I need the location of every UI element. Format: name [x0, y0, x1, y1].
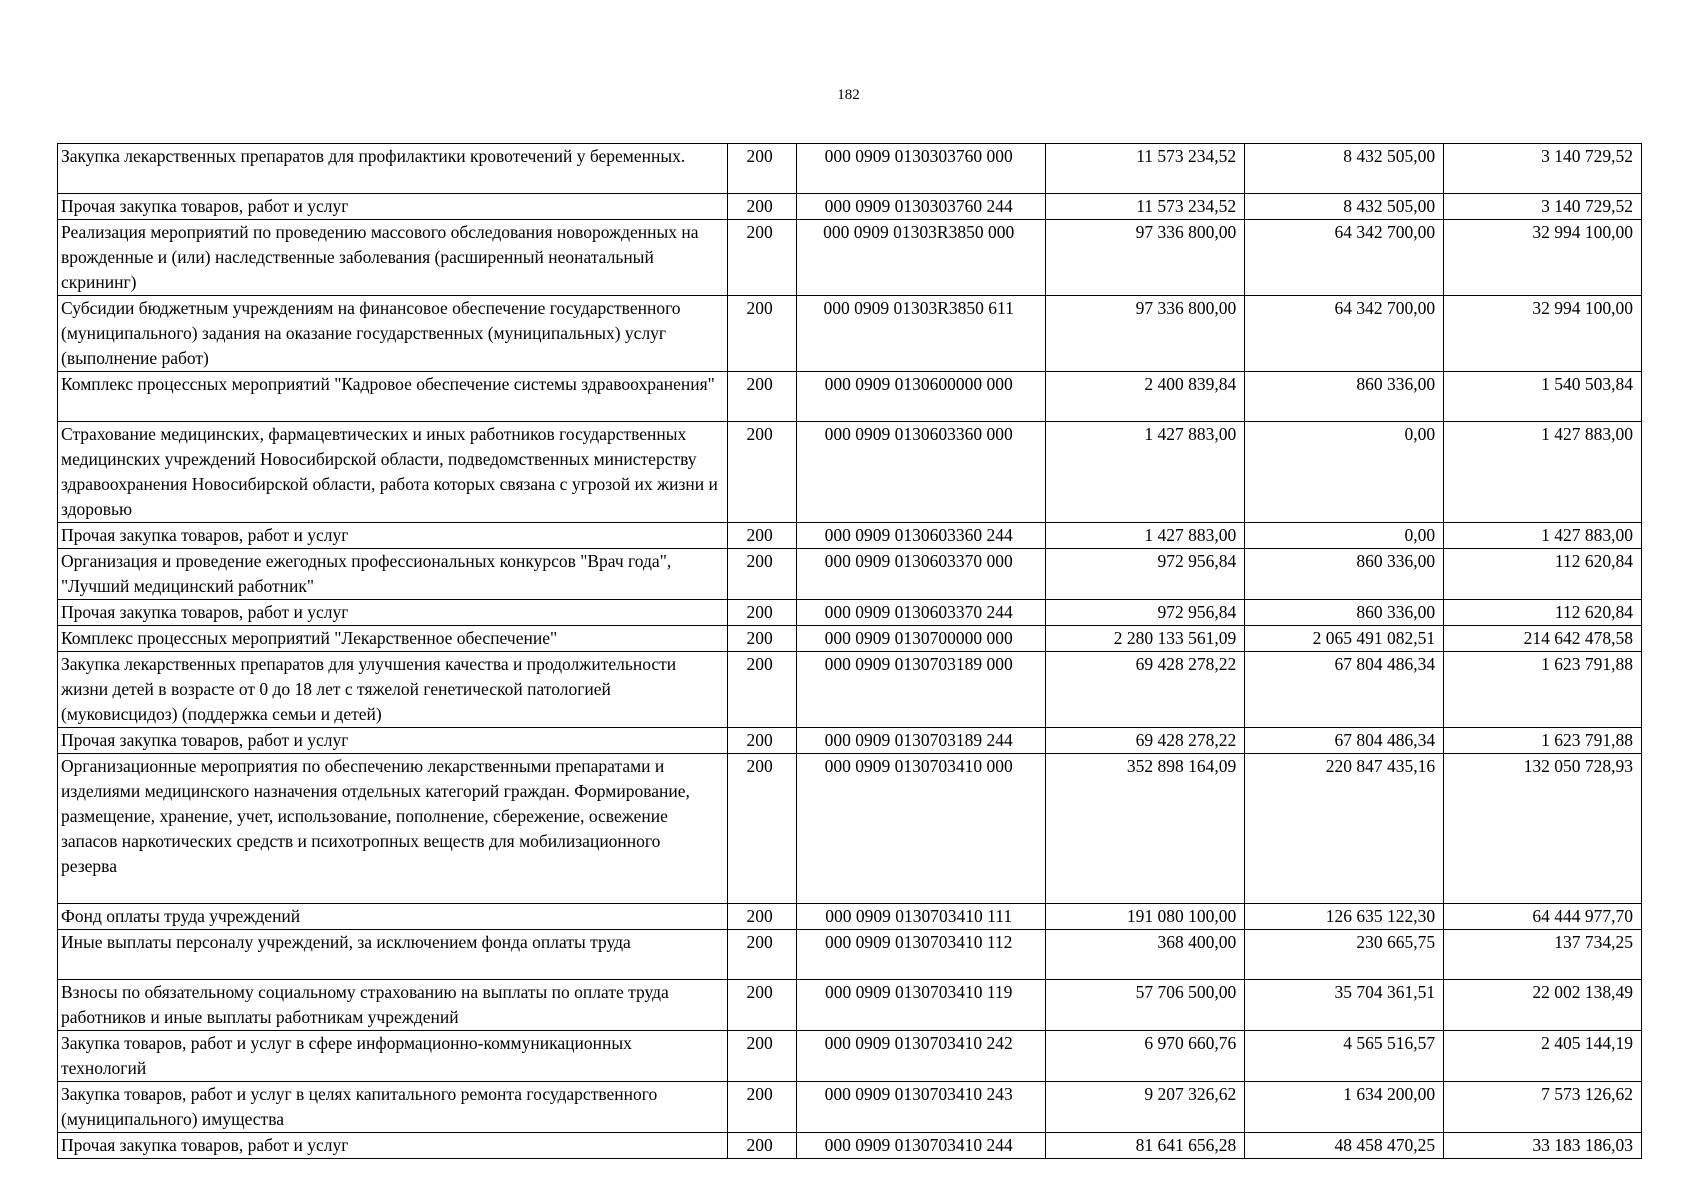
- executed-amount: 860 336,00: [1245, 372, 1444, 422]
- approved-amount: 972 956,84: [1046, 600, 1245, 626]
- line-code: 200: [728, 1082, 797, 1133]
- budget-classification-code: 000 0909 0130703410 000: [797, 754, 1046, 904]
- table-row: [58, 1031, 1642, 1082]
- table-row: [58, 1133, 1642, 1159]
- line-item-name: Взносы по обязательному социальному страхованию на выплаты по оплате труда работников и иные выплаты работникам учреждений: [58, 980, 728, 1031]
- budget-classification-code: 000 0909 0130703410 242: [797, 1031, 1046, 1082]
- executed-amount: 220 847 435,16: [1245, 754, 1444, 904]
- line-item-name: Организационные мероприятия по обеспечению лекарственными препаратами и изделиями медицинского назначения отдельных категорий граждан. Формирование, размещение, хранение, учет, использование, пополнение, сбережение, освежение запасов наркотических средств и психотропных веществ для мобилизационного резерва: [58, 754, 728, 904]
- budget-classification-code: 000 0909 0130703410 243: [797, 1082, 1046, 1133]
- line-item-name: Страхование медицинских, фармацевтических и иных работников государственных медицинских учреждений Новосибирской области, подведомственных министерству здравоохранения Новосибирской области, работа которых связана с угрозой их жизни и здоровью: [58, 422, 728, 523]
- approved-amount: 972 956,84: [1046, 549, 1245, 600]
- table-row: [58, 652, 1642, 728]
- approved-amount: 11 573 234,52: [1046, 194, 1245, 220]
- executed-amount: 126 635 122,30: [1245, 904, 1444, 930]
- executed-amount: 0,00: [1245, 422, 1444, 523]
- budget-classification-code: 000 0909 0130703410 112: [797, 930, 1046, 980]
- approved-amount: 2 400 839,84: [1046, 372, 1245, 422]
- line-code: 200: [728, 754, 797, 904]
- approved-amount: 81 641 656,28: [1046, 1133, 1245, 1159]
- line-code: 200: [728, 296, 797, 372]
- unexecuted-amount: 1 623 791,88: [1444, 652, 1642, 728]
- table-row: [58, 930, 1642, 980]
- budget-classification-code: 000 0909 0130600000 000: [797, 372, 1046, 422]
- executed-amount: 0,00: [1245, 523, 1444, 549]
- unexecuted-amount: 137 734,25: [1444, 930, 1642, 980]
- line-item-name: Прочая закупка товаров, работ и услуг: [58, 523, 728, 549]
- table-row: [58, 523, 1642, 549]
- executed-amount: 8 432 505,00: [1245, 194, 1444, 220]
- approved-amount: 2 280 133 561,09: [1046, 626, 1245, 652]
- table-row: [58, 194, 1642, 220]
- line-item-name: Закупка лекарственных препаратов для профилактики кровотечений у беременных.: [58, 144, 728, 194]
- table-row: [58, 728, 1642, 754]
- table-row: [58, 626, 1642, 652]
- table-row: [58, 904, 1642, 930]
- approved-amount: 69 428 278,22: [1046, 728, 1245, 754]
- line-code: 200: [728, 600, 797, 626]
- line-item-name: Субсидии бюджетным учреждениям на финансовое обеспечение государственного (муниципального) задания на оказание государственных (муниципальных) услуг (выполнение работ): [58, 296, 728, 372]
- line-item-name: Иные выплаты персоналу учреждений, за исключением фонда оплаты труда: [58, 930, 728, 980]
- budget-classification-code: 000 0909 01303R3850 611: [797, 296, 1046, 372]
- line-code: 200: [728, 930, 797, 980]
- budget-classification-code: 000 0909 0130603370 244: [797, 600, 1046, 626]
- unexecuted-amount: 132 050 728,93: [1444, 754, 1642, 904]
- budget-classification-code: 000 0909 0130703410 244: [797, 1133, 1046, 1159]
- line-code: 200: [728, 194, 797, 220]
- budget-classification-code: 000 0909 0130703410 111: [797, 904, 1046, 930]
- table-row: [58, 600, 1642, 626]
- approved-amount: 1 427 883,00: [1046, 422, 1245, 523]
- unexecuted-amount: 2 405 144,19: [1444, 1031, 1642, 1082]
- approved-amount: 352 898 164,09: [1046, 754, 1245, 904]
- line-code: 200: [728, 626, 797, 652]
- budget-classification-code: 000 0909 0130603370 000: [797, 549, 1046, 600]
- unexecuted-amount: 3 140 729,52: [1444, 144, 1642, 194]
- line-code: 200: [728, 1133, 797, 1159]
- budget-table: [57, 143, 1642, 1159]
- table-row: [58, 422, 1642, 523]
- line-item-name: Комплекс процессных мероприятий "Лекарственное обеспечение": [58, 626, 728, 652]
- line-item-name: Реализация мероприятий по проведению массового обследования новорожденных на врожденные и (или) наследственные заболевания (расширенный неонатальный скрининг): [58, 220, 728, 296]
- line-item-name: Закупка товаров, работ и услуг в целях капитального ремонта государственного (муниципального) имущества: [58, 1082, 728, 1133]
- line-code: 200: [728, 422, 797, 523]
- unexecuted-amount: 3 140 729,52: [1444, 194, 1642, 220]
- approved-amount: 69 428 278,22: [1046, 652, 1245, 728]
- executed-amount: 35 704 361,51: [1245, 980, 1444, 1031]
- unexecuted-amount: 64 444 977,70: [1444, 904, 1642, 930]
- executed-amount: 48 458 470,25: [1245, 1133, 1444, 1159]
- executed-amount: 2 065 491 082,51: [1245, 626, 1444, 652]
- line-code: 200: [728, 372, 797, 422]
- budget-classification-code: 000 0909 0130703189 244: [797, 728, 1046, 754]
- executed-amount: 860 336,00: [1245, 600, 1444, 626]
- unexecuted-amount: 1 623 791,88: [1444, 728, 1642, 754]
- executed-amount: 4 565 516,57: [1245, 1031, 1444, 1082]
- executed-amount: 8 432 505,00: [1245, 144, 1444, 194]
- unexecuted-amount: 1 540 503,84: [1444, 372, 1642, 422]
- approved-amount: 191 080 100,00: [1046, 904, 1245, 930]
- table-row: [58, 372, 1642, 422]
- budget-classification-code: 000 0909 0130703410 119: [797, 980, 1046, 1031]
- unexecuted-amount: 32 994 100,00: [1444, 220, 1642, 296]
- approved-amount: 1 427 883,00: [1046, 523, 1245, 549]
- line-item-name: Закупка лекарственных препаратов для улучшения качества и продолжительности жизни детей в возрасте от 0 до 18 лет с тяжелой генетической патологией (муковисцидоз) (поддержка семьи и детей): [58, 652, 728, 728]
- unexecuted-amount: 112 620,84: [1444, 549, 1642, 600]
- budget-classification-code: 000 0909 0130603360 244: [797, 523, 1046, 549]
- line-item-name: Прочая закупка товаров, работ и услуг: [58, 600, 728, 626]
- line-code: 200: [728, 652, 797, 728]
- table-row: [58, 144, 1642, 194]
- line-item-name: Прочая закупка товаров, работ и услуг: [58, 1133, 728, 1159]
- line-code: 200: [728, 220, 797, 296]
- unexecuted-amount: 112 620,84: [1444, 600, 1642, 626]
- line-code: 200: [728, 144, 797, 194]
- executed-amount: 67 804 486,34: [1245, 652, 1444, 728]
- budget-classification-code: 000 0909 0130303760 000: [797, 144, 1046, 194]
- approved-amount: 97 336 800,00: [1046, 220, 1245, 296]
- line-item-name: Прочая закупка товаров, работ и услуг: [58, 194, 728, 220]
- budget-classification-code: 000 0909 0130700000 000: [797, 626, 1046, 652]
- line-code: 200: [728, 1031, 797, 1082]
- line-code: 200: [728, 549, 797, 600]
- unexecuted-amount: 22 002 138,49: [1444, 980, 1642, 1031]
- line-item-name: Комплекс процессных мероприятий "Кадровое обеспечение системы здравоохранения": [58, 372, 728, 422]
- line-code: 200: [728, 728, 797, 754]
- unexecuted-amount: 1 427 883,00: [1444, 422, 1642, 523]
- approved-amount: 9 207 326,62: [1046, 1082, 1245, 1133]
- table-row: [58, 296, 1642, 372]
- approved-amount: 368 400,00: [1046, 930, 1245, 980]
- line-item-name: Организация и проведение ежегодных профессиональных конкурсов "Врач года", "Лучший медицинский работник": [58, 549, 728, 600]
- unexecuted-amount: 1 427 883,00: [1444, 523, 1642, 549]
- executed-amount: 860 336,00: [1245, 549, 1444, 600]
- budget-table-body: [58, 144, 1642, 1159]
- approved-amount: 97 336 800,00: [1046, 296, 1245, 372]
- budget-classification-code: 000 0909 0130703189 000: [797, 652, 1046, 728]
- approved-amount: 57 706 500,00: [1046, 980, 1245, 1031]
- table-row: [58, 980, 1642, 1031]
- executed-amount: 64 342 700,00: [1245, 220, 1444, 296]
- executed-amount: 64 342 700,00: [1245, 296, 1444, 372]
- unexecuted-amount: 33 183 186,03: [1444, 1133, 1642, 1159]
- line-code: 200: [728, 523, 797, 549]
- unexecuted-amount: 214 642 478,58: [1444, 626, 1642, 652]
- approved-amount: 11 573 234,52: [1046, 144, 1245, 194]
- line-item-name: Прочая закупка товаров, работ и услуг: [58, 728, 728, 754]
- budget-classification-code: 000 0909 01303R3850 000: [797, 220, 1046, 296]
- executed-amount: 230 665,75: [1245, 930, 1444, 980]
- table-row: [58, 549, 1642, 600]
- budget-classification-code: 000 0909 0130303760 244: [797, 194, 1046, 220]
- table-row: [58, 220, 1642, 296]
- executed-amount: 67 804 486,34: [1245, 728, 1444, 754]
- page-number: 182: [837, 87, 860, 103]
- line-code: 200: [728, 980, 797, 1031]
- executed-amount: 1 634 200,00: [1245, 1082, 1444, 1133]
- line-item-name: Закупка товаров, работ и услуг в сфере информационно-коммуникационных технологий: [58, 1031, 728, 1082]
- table-row: [58, 754, 1642, 904]
- table-row: [58, 1082, 1642, 1133]
- budget-classification-code: 000 0909 0130603360 000: [797, 422, 1046, 523]
- unexecuted-amount: 7 573 126,62: [1444, 1082, 1642, 1133]
- line-item-name: Фонд оплаты труда учреждений: [58, 904, 728, 930]
- unexecuted-amount: 32 994 100,00: [1444, 296, 1642, 372]
- line-code: 200: [728, 904, 797, 930]
- approved-amount: 6 970 660,76: [1046, 1031, 1245, 1082]
